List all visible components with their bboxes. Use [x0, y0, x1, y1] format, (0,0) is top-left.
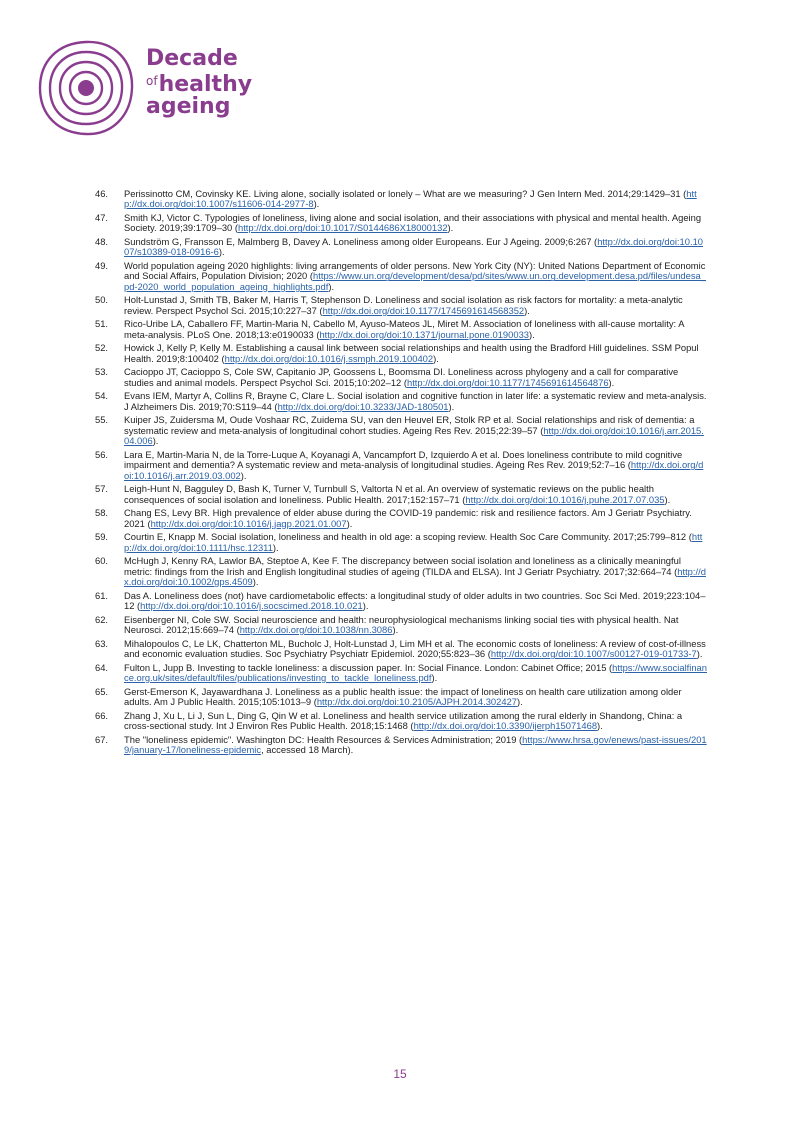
- reference-item: [95, 532, 707, 553]
- reference-link[interactable]: http://dx.doi.org/doi:10.1038/nn.3086: [239, 624, 393, 636]
- reference-suffix: ).: [447, 222, 454, 234]
- reference-suffix: ).: [272, 541, 279, 553]
- reference-number: 49.: [95, 260, 109, 271]
- reference-text: World population ageing 2020 highlights: living arrangements of older persons. New York City (NY): United Nations Department of Economic and Social Affairs, Population Division; 2020 (: [124, 260, 706, 282]
- reference-link[interactable]: http://dx.doi.org/doi:10.1016/j.ssmph.2019.100402: [224, 352, 434, 364]
- reference-number: 48.: [95, 236, 109, 247]
- reference-link[interactable]: http://dx.doi.org/doi:10.3390/ijerph15071468: [413, 720, 598, 732]
- reference-suffix: , accessed 18 March).: [261, 744, 354, 756]
- reference-item: [95, 343, 707, 364]
- reference-suffix: ).: [664, 493, 671, 505]
- reference-text: Gerst-Emerson K, Jayawardhana J. Loneliness as a public health issue: the impact of loneliness on health care utilization among older adults. Am J Public Health. 2015;105:1013–9 (: [124, 685, 682, 708]
- reference-item: [95, 735, 707, 756]
- reference-item: [95, 615, 707, 636]
- reference-suffix: ).: [328, 280, 335, 292]
- reference-number: 57.: [95, 483, 109, 495]
- reference-number: 56.: [95, 448, 109, 460]
- reference-list: [95, 189, 707, 759]
- reference-link[interactable]: http://dx.doi.org/doi:10.1177/1745691614568352: [322, 304, 525, 316]
- reference-number: 58.: [95, 507, 109, 519]
- reference-suffix: ).: [431, 672, 438, 684]
- reference-text: Zhang J, Xu L, Li J, Sun L, Ding G, Qin W et al. Loneliness and health service utilization among the rural elderly in Shandong, China: a cross-sectional study. Int J Environ Res Public Health. 2018;15:1468 (: [124, 709, 683, 732]
- reference-item: [95, 711, 707, 732]
- reference-link[interactable]: http://dx.doi.org/doi:10.1017/S0144686X18000132: [237, 222, 448, 234]
- reference-item: [95, 663, 707, 684]
- reference-text: Smith KJ, Victor C. Typologies of loneliness, living alone and social isolation, and their associations with physical and mental health. Ageing Society. 2019;39:1709–30 (: [124, 212, 702, 234]
- logo-line-decade: Decade: [146, 46, 238, 71]
- reference-number: 53.: [95, 366, 109, 378]
- reference-link[interactable]: http://dx.doi.org/doi:10.1111/hsc.12311: [124, 531, 703, 553]
- reference-link[interactable]: http://dx.doi.org/doi:10.1016/j.jagp.2021.01.007: [150, 517, 347, 529]
- reference-suffix: ).: [392, 624, 399, 636]
- reference-number: 65.: [95, 685, 109, 697]
- reference-suffix: ).: [448, 400, 455, 412]
- reference-item: [95, 319, 707, 340]
- reference-number: 47.: [95, 212, 109, 223]
- reference-number: 54.: [95, 390, 109, 402]
- reference-number: 46.: [95, 188, 109, 199]
- reference-item: [95, 391, 707, 412]
- reference-number: 63.: [95, 637, 109, 649]
- reference-number: 50.: [95, 294, 109, 306]
- reference-suffix: ).: [218, 246, 225, 258]
- reference-number: 52.: [95, 342, 109, 354]
- concentric-circles-logo-icon: [36, 38, 136, 138]
- reference-text: Chang ES, Levy BR. High prevalence of elder abuse during the COVID-19 pandemic: risk and resilience factors. Am J Geriatr Psychiatry. 2021 (: [124, 507, 692, 529]
- reference-number: 55.: [95, 414, 109, 426]
- logo-line-ageing: ageing: [146, 94, 231, 119]
- reference-number: 59.: [95, 531, 109, 543]
- reference-link[interactable]: https://www.socialfinance.org.uk/sites/default/files/publications/investing_to_tackle_loneliness.pdf: [124, 661, 707, 684]
- reference-link[interactable]: http://dx.doi.org/doi:10.3233/JAD-180501: [277, 400, 449, 412]
- logo-of: of: [146, 74, 158, 88]
- reference-text: Das A. Loneliness does (not) have cardiometabolic effects: a longitudinal study of older adults in two countries. Soc Sci Med. 2019;223:104–12 (: [124, 589, 706, 612]
- reference-number: 60.: [95, 555, 109, 567]
- reference-suffix: ).: [608, 376, 615, 388]
- reference-link[interactable]: https://www.hrsa.gov/enews/past-issues/2019/january-17/loneliness-epidemic: [124, 733, 707, 756]
- reference-link[interactable]: http://dx.doi.org/doi:10.1016/j.puhe.2017.07.035: [465, 493, 665, 505]
- reference-text: Howick J, Kelly P, Kelly M. Establishing a causal link between social relationships and health using the Bradford Hill guidelines. SSM Popul Health. 2019;8:100402 (: [124, 342, 699, 364]
- reference-item: [95, 450, 707, 481]
- reference-text: Evans IEM, Martyr A, Collins R, Brayne C, Clare L. Social isolation and cognitive function in later life: a systematic review and meta-analysis. J Alzheimers Dis. 2019;70:S119–44 (: [124, 390, 707, 412]
- reference-link[interactable]: http://dx.doi.org/doi:10.1016/j.socscimed.2018.10.021: [140, 600, 363, 612]
- reference-item: [95, 687, 707, 708]
- reference-text: Leigh-Hunt N, Bagguley D, Bash K, Turner V, Turnbull S, Valtorta N et al. An overview of systematic reviews on the public health consequences of social isolation and loneliness. Public Health. 2017;152:157–71 (: [124, 483, 654, 505]
- reference-link[interactable]: https://www.un.org/development/desa/pd/sites/www.un.org.development.desa.pd/files/undesa_pd-2020_world_population_ageing_highlights.pdf: [124, 270, 706, 292]
- reference-item: [95, 591, 707, 612]
- reference-link[interactable]: http://dx.doi.org/doi:10.1016/j.arr.2015.04.006: [124, 424, 704, 447]
- reference-link[interactable]: http://dx.doi.org/doi:10.2105/AJPH.2014.302427: [316, 696, 517, 708]
- reference-text: Kuiper JS, Zuidersma M, Oude Voshaar RC, Zuidema SU, van den Heuvel ER, Stolk RP et al. Social relationships and risk of dementia: a systematic review and meta-analysis of longitudinal cohort studies. Ageing Res Rev. 2015;22:39–57 (: [124, 414, 695, 436]
- reference-item: [95, 261, 707, 292]
- reference-text: Eisenberger NI, Cole SW. Social neuroscience and health: neurophysiological mechanisms linking social ties with physical health. Nat Neurosci. 2012;15:669–74 (: [124, 613, 679, 636]
- reference-number: 61.: [95, 589, 109, 601]
- reference-text: Rico-Uribe LA, Caballero FF, Martin-Maria N, Cabello M, Ayuso-Mateos JL, Miret M. Association of loneliness with all-cause mortality: A meta-analysis. PLoS One. 2018;13:e0190033 (: [124, 318, 684, 340]
- reference-item: [95, 556, 707, 587]
- reference-item: [95, 508, 707, 529]
- reference-link[interactable]: http://dx.doi.org/doi:10.1007/s00127-019-01733-7: [490, 648, 697, 660]
- reference-item: [95, 484, 707, 505]
- reference-text: Mihalopoulos C, Le LK, Chatterton ML, Bucholc J, Holt-Lunstad J, Lim MH et al. The economic costs of loneliness: A review of cost-of-illness and economic evaluation studies. Soc Psychiatry Psychiatr Epidemiol. 2020;55:823–36 (: [124, 637, 706, 660]
- reference-text: Fulton L, Jupp B. Investing to tackle loneliness: a discussion paper. In: Social Finance. London: Cabinet Office; 2015 (: [124, 661, 613, 673]
- reference-text: Perissinotto CM, Covinsky KE. Living alone, socially isolated or lonely – What are we measuring? J Gen Intern Med. 2014;29:1429–31 (: [124, 188, 687, 199]
- page-number: 15: [393, 1067, 407, 1081]
- reference-text: Cacioppo JT, Cacioppo S, Cole SW, Capitanio JP, Goossens L, Boomsma DI. Loneliness across phylogeny and a call for comparative studies and animal models. Perspect Psychol Sci. 2015;10:202–12 (: [124, 366, 679, 388]
- reference-suffix: ).: [152, 435, 159, 447]
- reference-suffix: ).: [252, 576, 259, 588]
- reference-link[interactable]: http://dx.doi.org/doi:10.1007/s10389-018-0916-6: [124, 236, 703, 258]
- reference-suffix: ).: [313, 198, 320, 210]
- reference-item: [95, 639, 707, 660]
- reference-number: 64.: [95, 661, 109, 673]
- reference-number: 66.: [95, 709, 109, 721]
- reference-number: 51.: [95, 318, 109, 330]
- reference-suffix: ).: [597, 720, 603, 732]
- reference-text: Courtin E, Knapp M. Social isolation, loneliness and health in old age: a scoping review. Health Soc Care Community. 2017;25:799–812 (: [124, 531, 692, 543]
- reference-suffix: ).: [346, 517, 353, 529]
- reference-text: Lara E, Martin-Maria N, de la Torre-Luque A, Koyanagi A, Vancampfort D, Izquierdo A et al. Does loneliness contribute to mild cognitive impairment and dementia? A systematic review and meta-analysis of longitudinal studies. Ageing Res Rev. 2019;52:7–16 (: [124, 448, 683, 471]
- reference-item: [95, 237, 707, 258]
- reference-suffix: ).: [529, 328, 535, 340]
- reference-text: Sundström G, Fransson E, Malmberg B, Davey A. Loneliness among older Europeans. Eur J Ageing. 2009;6:267 (: [124, 236, 598, 247]
- reference-item: [95, 189, 707, 210]
- reference-text: The "loneliness epidemic". Washington DC: Health Resources & Services Administration; 2019 (: [124, 733, 523, 745]
- logo-healthy: healthy: [158, 72, 253, 97]
- decade-logo: [36, 38, 276, 138]
- reference-suffix: ).: [240, 469, 247, 481]
- reference-link[interactable]: http://dx.doi.org/doi:10.1016/j.arr.2019.03.002: [124, 459, 704, 481]
- reference-suffix: ).: [433, 352, 439, 364]
- logo-line-healthy: [146, 70, 252, 96]
- logo-wordmark: [146, 48, 252, 118]
- reference-suffix: ).: [517, 696, 523, 708]
- reference-suffix: ).: [524, 304, 530, 316]
- reference-item: [95, 213, 707, 234]
- reference-link[interactable]: http://dx.doi.org/doi:10.1002/gps.4509: [124, 565, 706, 588]
- reference-item: [95, 415, 707, 446]
- reference-link[interactable]: http://dx.doi.org/doi:10.1007/s11606-014-2977-8: [124, 188, 697, 210]
- reference-link[interactable]: http://dx.doi.org/doi:10.1371/journal.pone.0190033: [319, 328, 529, 340]
- reference-link[interactable]: http://dx.doi.org/doi:10.1177/1745691614564876: [406, 376, 609, 388]
- reference-number: 62.: [95, 613, 109, 625]
- reference-suffix: ).: [362, 600, 369, 612]
- reference-text: McHugh J, Kenny RA, Lawlor BA, Steptoe A, Kee F. The discrepancy between social isolation and loneliness as a clinically meaningful metric: findings from the Irish and English longitudinal studies of ageing (TILDA and ELSA). Int J Geriatr Psychiatry. 2017;32:664–74 (: [124, 555, 681, 577]
- reference-suffix: ).: [696, 648, 703, 660]
- reference-item: [95, 295, 707, 316]
- reference-item: [95, 367, 707, 388]
- reference-number: 67.: [95, 733, 109, 745]
- reference-text: Holt-Lunstad J, Smith TB, Baker M, Harris T, Stephenson D. Loneliness and social isolation as risk factors for mortality: a meta-analytic review. Perspect Psychol Sci. 2015;10:227–37 (: [124, 294, 683, 316]
